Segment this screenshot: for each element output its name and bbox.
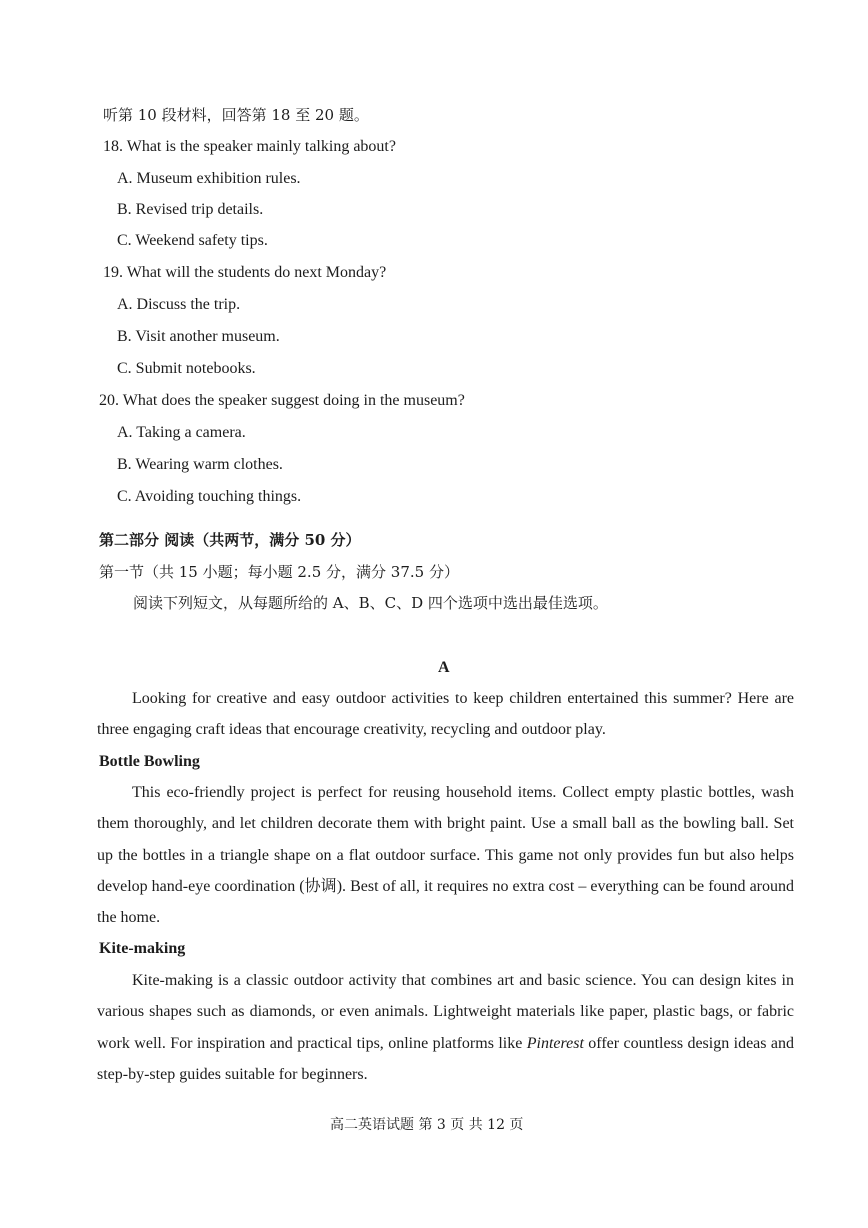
section-one-title: 第一节（共 15 小题；每小题 2.5 分，满分 37.5 分） [99, 563, 459, 581]
paragraph-kite-making-text-a: Kite-making is a classic outdoor activity that combines art and basic science. You can design kites in various shapes such as diamonds, or even animals. Lightweight materials like paper, plastic bags, or fabric work well. For inspiration and practical tips, online platforms like [97, 972, 794, 1052]
reading-instruction: 阅读下列短文，从每题所给的 A、B、C、D 四个选项中选出最佳选项。 [133, 594, 608, 612]
question-18-option-b: B. Revised trip details. [117, 201, 264, 218]
paragraph-kite-making [97, 965, 794, 1090]
listening-instruction: 听第 10 段材料，回答第 18 至 20 题。 [103, 106, 369, 124]
question-18-option-c: C. Weekend safety tips. [117, 232, 268, 249]
question-20-option-c: C. Avoiding touching things. [117, 488, 302, 505]
passage-intro-text: Looking for creative and easy outdoor activities to keep children entertained this summer? Here are three engaging craft ideas that encourage creativity, recycling and outdoor play. [97, 690, 794, 739]
question-20: 20. What does the speaker suggest doing in the museum? [99, 392, 465, 409]
paragraph-bottle-bowling-text: This eco-friendly project is perfect for reusing household items. Collect empty plastic bottles, wash them thoroughly, and let children decorate them with bright paint. Use a small ball as the bowling ball. Set up the bottles in a triangle shape on a flat outdoor surface. This game not only provides fun but also helps develop hand-eye coordination (协调). Best of all, it requires no extra cost – everything can be found around the home. [97, 784, 794, 927]
paragraph-bottle-bowling [97, 777, 794, 933]
question-19-option-a: A. Discuss the trip. [117, 296, 241, 313]
question-19-option-b: B. Visit another museum. [117, 328, 280, 345]
paragraph-kite-making-text-b: offer countless design ideas and step-by-step guides suitable for beginners. [97, 1034, 795, 1083]
question-20-option-b: B. Wearing warm clothes. [117, 456, 283, 473]
question-19: 19. What will the students do next Monday? [103, 264, 387, 281]
page-footer: 高二英语试题 第 3 页 共 12 页 [330, 1117, 524, 1133]
part-two-title: 第二部分 阅读（共两节，满分 50 分） [99, 531, 361, 549]
heading-kite-making: Kite-making [99, 940, 186, 957]
question-19-option-c: C. Submit notebooks. [117, 360, 256, 377]
question-18: 18. What is the speaker mainly talking about? [103, 138, 396, 155]
passage-label: A [438, 659, 450, 676]
passage-intro [97, 683, 794, 746]
heading-bottle-bowling: Bottle Bowling [99, 753, 200, 770]
question-20-option-a: A. Taking a camera. [117, 424, 246, 441]
question-18-option-a: A. Museum exhibition rules. [117, 170, 301, 187]
pinterest-italic: Pinterest [526, 1034, 584, 1052]
